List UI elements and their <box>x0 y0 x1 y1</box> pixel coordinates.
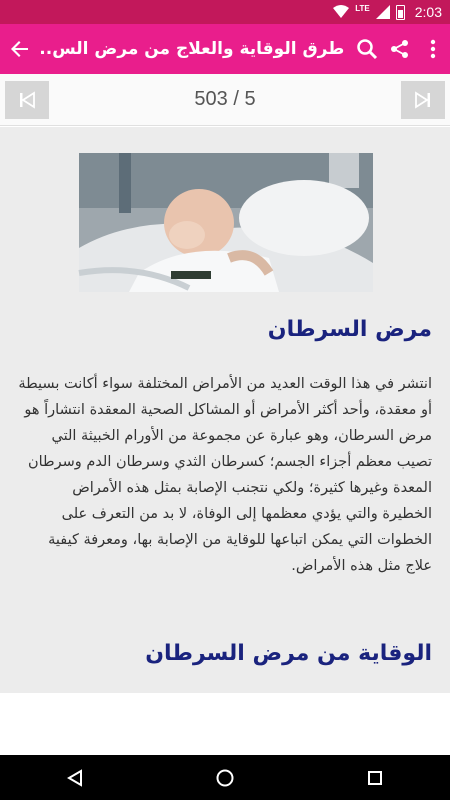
signal-icon <box>376 5 390 19</box>
nav-recents-button[interactable] <box>345 755 405 800</box>
article-paragraph: انتشر في هذا الوقت العديد من الأمراض المختلفة سواء أكانت بسيطة أو معقدة، وأحد أكثر الأمراض أو المشاكل الصحية المعقدة انتشاراً هو مرض السرطان، وهو عبارة عن مجموعة من الأورام الخبيثة التي تصيب معظم أجزاء الجسم؛ كسرطان الثدي وسرطان الدم وسرطان المعدة وغيرها كثيرة؛ ولكي نتجنب الإصابة بمثل هذه الأمراض الخطيرة والتي يؤدي معظمها إلى الوفاة، لا بد من التعرف على الخطوات التي يمكن اتباعها للوقاية من الإصابة بها، ومعرفة كيفية علاج مثل هذه الأمراض. <box>18 376 432 574</box>
app-title: طرق الوقاية والعلاج من مرض الس.. <box>39 39 345 59</box>
nav-recents-icon <box>367 770 383 786</box>
skip-last-icon <box>414 91 432 109</box>
status-time: 2:03 <box>414 4 442 20</box>
battery-icon <box>396 5 405 20</box>
wifi-icon <box>333 5 349 19</box>
back-button[interactable] <box>0 24 39 74</box>
article-content <box>0 127 450 693</box>
status-bar <box>0 0 450 24</box>
app-bar <box>0 24 450 74</box>
article-image <box>79 153 373 292</box>
nav-back-icon <box>66 769 84 787</box>
share-icon <box>390 39 410 59</box>
search-button[interactable] <box>350 24 383 74</box>
search-icon <box>356 38 378 60</box>
last-page-button[interactable] <box>401 81 445 119</box>
nav-home-button[interactable] <box>195 755 255 800</box>
skip-first-icon <box>18 91 36 109</box>
page-counter: 503 / 5 <box>194 88 256 110</box>
network-type-label: LTE <box>355 3 370 13</box>
pager <box>0 74 450 126</box>
first-page-button[interactable] <box>5 81 49 119</box>
more-vert-icon <box>430 39 436 59</box>
share-button[interactable] <box>383 24 416 74</box>
system-nav-bar <box>0 755 450 800</box>
article-subheading: الوقاية من مرض السرطان <box>145 641 432 666</box>
article-heading: مرض السرطان <box>267 317 432 342</box>
arrow-back-icon <box>10 39 30 59</box>
nav-home-icon <box>215 768 235 788</box>
more-options-button[interactable] <box>417 24 450 74</box>
nav-back-button[interactable] <box>45 755 105 800</box>
bottom-blank-area <box>0 693 450 755</box>
